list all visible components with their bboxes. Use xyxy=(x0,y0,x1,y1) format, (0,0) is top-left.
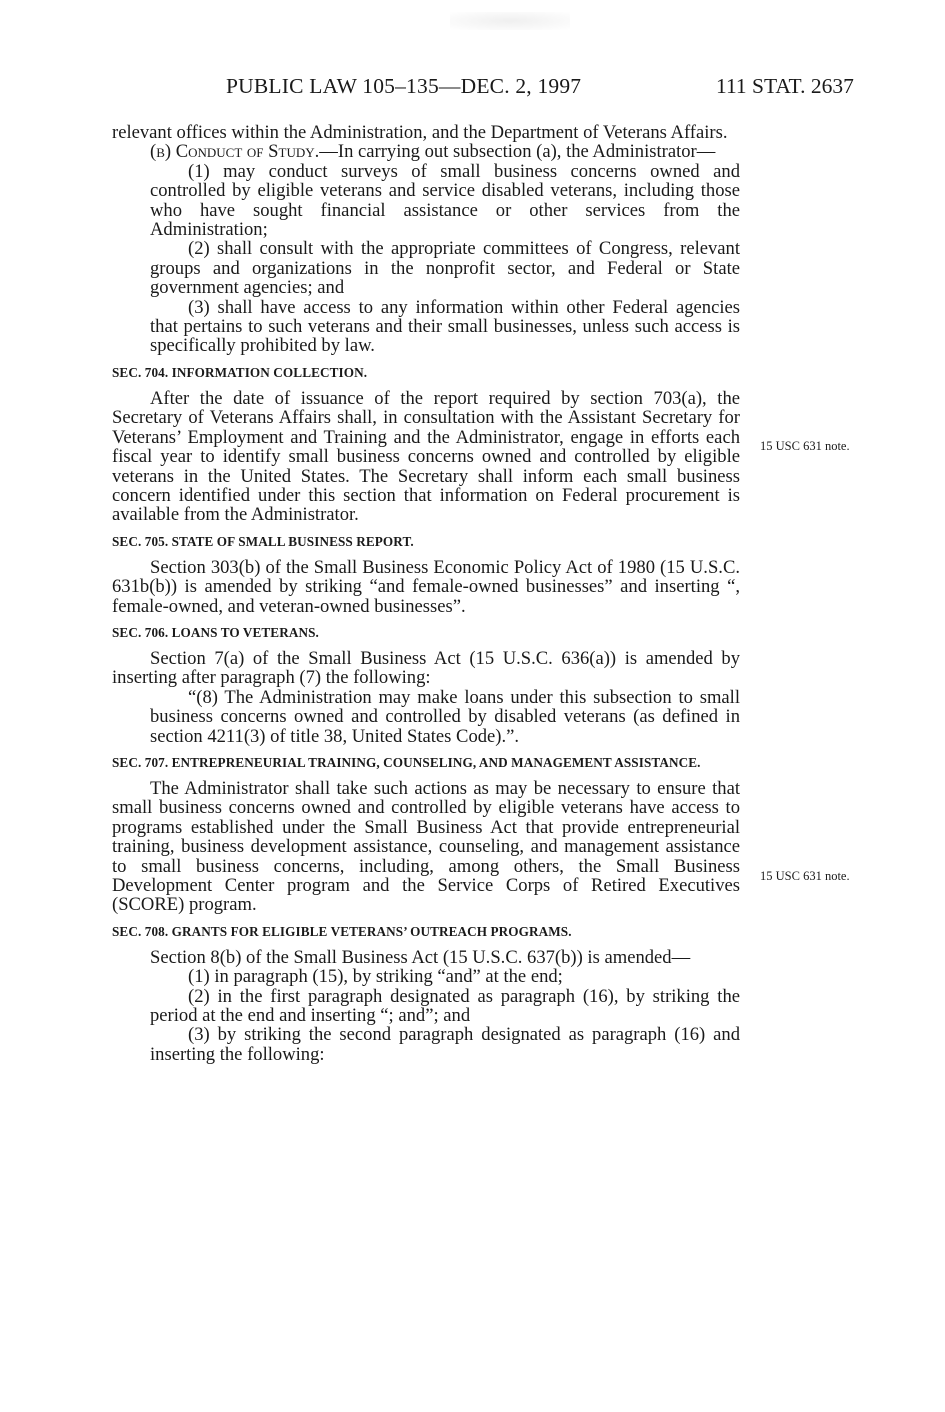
section-heading-708: SEC. 708. GRANTS FOR ELIGIBLE VETERANS’ OUTREACH PROGRAMS. xyxy=(112,923,572,939)
subsection-b-item-3: (3) shall have access to any information within other Federal agencies that pertains to such veterans and their small businesses, unless such access is specifically prohibited by law. xyxy=(150,296,740,357)
section-heading-705: SEC. 705. STATE OF SMALL BUSINESS REPORT. xyxy=(112,533,414,549)
section-705-paragraph: Section 303(b) of the Small Business Economic Policy Act of 1980 (15 U.S.C. 631b(b)) is amended by striking “and female-owned businesses” and inserting “, female-owned, and veteran-owned businesses”. xyxy=(112,556,740,617)
section-704-paragraph: After the date of issuance of the report required by section 703(a), the Secretary of Veterans Affairs shall, in consultation with the Assistant Secretary for Veterans’ Employment and Training and the Administrator, engage in efforts each fiscal year to identify small business concerns owned and controlled by eligible veterans in the United States. The Secretary shall inform each small business concern identified under this section that information on Federal procurement is available from the Administrator. xyxy=(112,387,740,526)
subsection-b xyxy=(112,142,740,161)
section-708-item-2: (2) in the first paragraph designated as paragraph (16), by striking the period at the end and inserting “; and”; and xyxy=(150,985,740,1027)
section-heading-706: SEC. 706. LOANS TO VETERANS. xyxy=(112,624,319,640)
body-text xyxy=(112,123,740,1064)
section-heading-707: SEC. 707. ENTREPRENEURIAL TRAINING, COUNSELING, AND MANAGEMENT ASSISTANCE. xyxy=(112,754,701,770)
continuation-paragraph: relevant offices within the Administration, and the Department of Veterans Affairs. xyxy=(112,122,728,143)
section-708-item-3: (3) by striking the second paragraph designated as paragraph (16) and inserting the following: xyxy=(150,1024,740,1065)
section-heading-704: SEC. 704. INFORMATION COLLECTION. xyxy=(112,364,368,380)
subsection-b-text: —In carrying out subsection (a), the Administrator— xyxy=(319,141,716,163)
running-header-stat: 111 STAT. 2637 xyxy=(716,74,854,98)
subsection-b-item-2: (2) shall consult with the appropriate committees of Congress, relevant groups and organizations in the nonprofit sector, and Federal or State government agencies; and xyxy=(150,238,740,299)
section-706-quoted-paragraph: “(8) The Administration may make loans under this subsection to small business concerns owned and controlled by disabled veterans (as defined in section 4211(3) of title 38, United States Code).”. xyxy=(150,686,740,747)
section-707-paragraph: The Administrator shall take such actions as may be necessary to ensure that small business concerns owned and controlled by eligible veterans have access to programs established under the Small Business Act that provide entrepreneurial training, business development assistance, counseling, and management assistance to small business concerns, including, among others, the Small Business Development Center program and the Service Corps of Retired Executives (SCORE) program. xyxy=(112,777,740,916)
section-706-paragraph: Section 7(a) of the Small Business Act (15 U.S.C. 636(a)) is amended by inserting after paragraph (7) the following: xyxy=(112,647,740,689)
margin-note-sec-704: 15 USC 631 note. xyxy=(760,439,850,453)
scan-smudge xyxy=(450,12,570,30)
running-header-title: PUBLIC LAW 105–135—DEC. 2, 1997 xyxy=(226,74,582,98)
subsection-b-item-1: (1) may conduct surveys of small business concerns owned and controlled by eligible veterans and service disabled veterans, including those who have sought financial assistance or other services from the Administration; xyxy=(150,160,740,241)
margin-note-sec-707: 15 USC 631 note. xyxy=(760,869,850,883)
section-708-item-1: (1) in paragraph (15), by striking “and” at the end; xyxy=(188,966,563,988)
subsection-b-label: (b) Conduct of Study. xyxy=(150,141,320,163)
section-708-paragraph: Section 8(b) of the Small Business Act (15 U.S.C. 637(b)) is amended— xyxy=(150,946,691,968)
